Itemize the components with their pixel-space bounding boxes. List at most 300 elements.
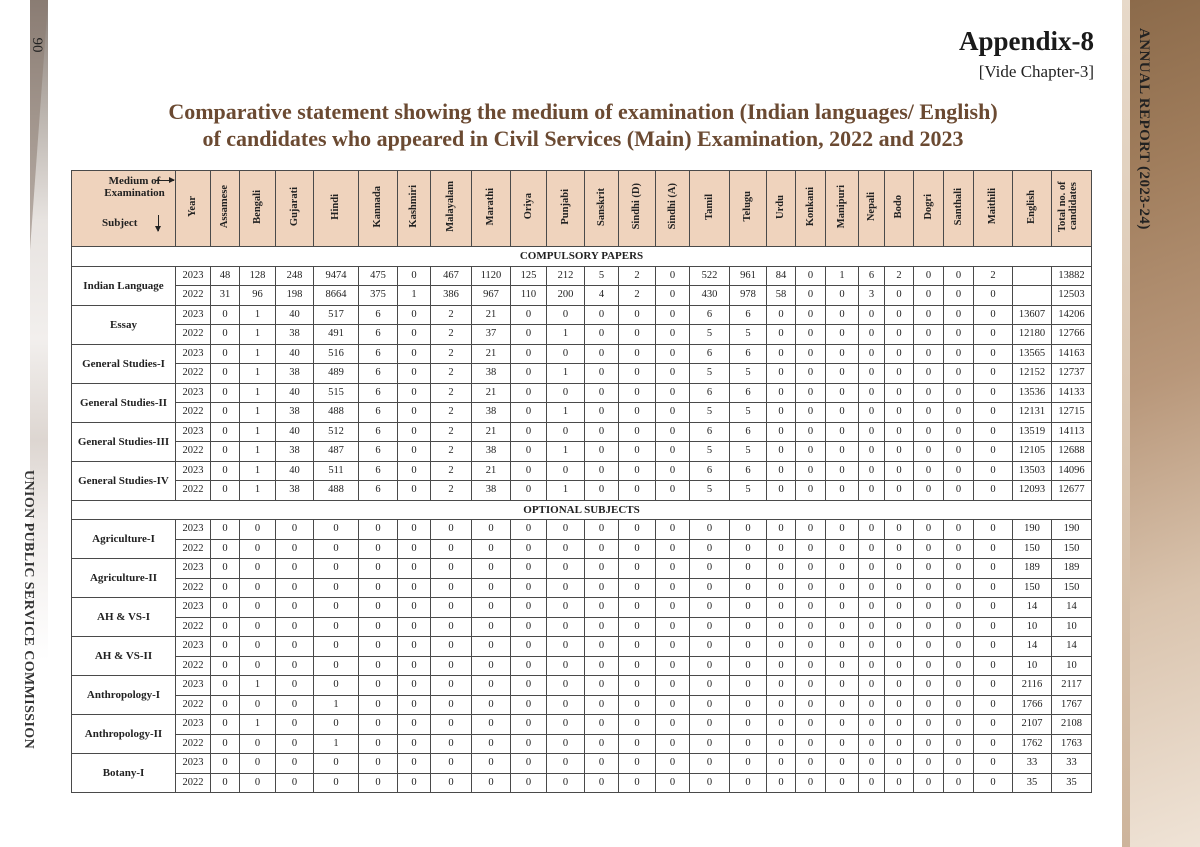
value-cell: 0: [398, 520, 431, 540]
value-cell: 0: [690, 695, 730, 715]
value-cell: 0: [885, 325, 914, 345]
value-cell: 5: [585, 266, 619, 286]
value-cell: 10: [1052, 656, 1092, 676]
value-cell: 0: [859, 734, 885, 754]
value-cell: 6: [690, 305, 730, 325]
value-cell: 0: [547, 656, 585, 676]
value-cell: 189: [1052, 559, 1092, 579]
value-cell: 0: [944, 578, 974, 598]
value-cell: 0: [796, 461, 826, 481]
value-cell: 0: [656, 695, 690, 715]
value-cell: 12131: [1013, 403, 1052, 423]
value-cell: 1: [240, 676, 276, 696]
value-cell: 0: [767, 676, 796, 696]
value-cell: 6: [359, 461, 398, 481]
value-cell: 0: [796, 559, 826, 579]
value-cell: 0: [885, 598, 914, 618]
value-cell: 0: [585, 344, 619, 364]
value-cell: 0: [885, 559, 914, 579]
value-cell: 1: [240, 344, 276, 364]
value-cell: 21: [472, 344, 511, 364]
value-cell: 0: [914, 344, 944, 364]
value-cell: 515: [314, 383, 359, 403]
value-cell: 0: [767, 344, 796, 364]
value-cell: 40: [276, 344, 314, 364]
value-cell: 0: [885, 364, 914, 384]
value-cell: 0: [547, 773, 585, 793]
value-cell: 150: [1052, 578, 1092, 598]
value-cell: 0: [859, 520, 885, 540]
value-cell: 14: [1052, 598, 1092, 618]
value-cell: 0: [211, 773, 240, 793]
value-cell: 0: [944, 734, 974, 754]
value-cell: 522: [690, 266, 730, 286]
value-cell: 0: [914, 520, 944, 540]
value-cell: 2: [431, 383, 472, 403]
value-cell: 0: [974, 442, 1013, 462]
value-cell: 0: [730, 773, 767, 793]
value-cell: 0: [619, 637, 656, 657]
value-cell: 13503: [1013, 461, 1052, 481]
header-malayalam: Malayalam: [431, 171, 472, 247]
value-cell: 0: [656, 305, 690, 325]
value-cell: 0: [511, 305, 547, 325]
value-cell: 488: [314, 481, 359, 501]
value-cell: 0: [690, 715, 730, 735]
value-cell: 0: [885, 461, 914, 481]
value-cell: 84: [767, 266, 796, 286]
header-sindhi-d: Sindhi (D): [619, 171, 656, 247]
value-cell: 2: [431, 325, 472, 345]
value-cell: 0: [796, 364, 826, 384]
value-cell: 0: [796, 676, 826, 696]
value-cell: 0: [914, 481, 944, 501]
value-cell: 0: [944, 520, 974, 540]
value-cell: 0: [885, 754, 914, 774]
value-cell: 13536: [1013, 383, 1052, 403]
value-cell: 0: [619, 676, 656, 696]
value-cell: 0: [826, 656, 859, 676]
value-cell: 0: [511, 442, 547, 462]
value-cell: 0: [547, 305, 585, 325]
value-cell: 0: [944, 325, 974, 345]
value-cell: 0: [359, 559, 398, 579]
value-cell: 0: [796, 617, 826, 637]
value-cell: 0: [914, 286, 944, 306]
value-cell: 0: [211, 442, 240, 462]
value-cell: 0: [656, 442, 690, 462]
value-cell: 0: [619, 422, 656, 442]
value-cell: 6: [359, 325, 398, 345]
value-cell: 0: [511, 383, 547, 403]
value-cell: 5: [730, 325, 767, 345]
value-cell: 0: [431, 559, 472, 579]
value-cell: 0: [511, 364, 547, 384]
value-cell: 12715: [1052, 403, 1092, 423]
report-name: ANNUAL REPORT (2023-24): [1136, 28, 1152, 230]
value-cell: 0: [974, 403, 1013, 423]
value-cell: 0: [547, 715, 585, 735]
value-cell: 0: [398, 461, 431, 481]
value-cell: 475: [359, 266, 398, 286]
value-cell: 38: [276, 442, 314, 462]
value-cell: 0: [276, 695, 314, 715]
value-cell: 14: [1013, 598, 1052, 618]
value-cell: 0: [240, 695, 276, 715]
value-cell: 38: [472, 364, 511, 384]
value-cell: 0: [796, 442, 826, 462]
value-cell: 1: [240, 442, 276, 462]
value-cell: 0: [974, 305, 1013, 325]
value-cell: 248: [276, 266, 314, 286]
value-cell: 0: [656, 559, 690, 579]
value-cell: 0: [767, 539, 796, 559]
value-cell: 21: [472, 305, 511, 325]
value-cell: 0: [944, 305, 974, 325]
value-cell: 0: [359, 715, 398, 735]
subject-name: General Studies-IV: [72, 461, 176, 500]
value-cell: 0: [914, 637, 944, 657]
value-cell: 0: [796, 266, 826, 286]
header-maithili: Maithili: [974, 171, 1013, 247]
value-cell: 0: [914, 442, 944, 462]
value-cell: 2108: [1052, 715, 1092, 735]
value-cell: 0: [826, 695, 859, 715]
value-cell: 0: [767, 598, 796, 618]
value-cell: 21: [472, 422, 511, 442]
value-cell: 0: [974, 539, 1013, 559]
value-cell: 0: [398, 637, 431, 657]
value-cell: 0: [944, 754, 974, 774]
value-cell: 0: [314, 539, 359, 559]
value-cell: 0: [472, 617, 511, 637]
value-cell: 0: [885, 637, 914, 657]
value-cell: 0: [547, 598, 585, 618]
value-cell: 0: [276, 656, 314, 676]
value-cell: 0: [974, 598, 1013, 618]
subject-name: AH & VS-I: [72, 598, 176, 637]
value-cell: 0: [826, 305, 859, 325]
value-cell: 0: [619, 442, 656, 462]
value-cell: 0: [359, 520, 398, 540]
value-cell: 0: [767, 364, 796, 384]
value-cell: 0: [796, 715, 826, 735]
value-cell: 0: [767, 403, 796, 423]
value-cell: 0: [398, 266, 431, 286]
value-cell: 6: [359, 305, 398, 325]
value-cell: 0: [859, 442, 885, 462]
value-cell: 0: [859, 715, 885, 735]
value-cell: 0: [767, 695, 796, 715]
value-cell: 58: [767, 286, 796, 306]
value-cell: 0: [472, 578, 511, 598]
value-cell: 0: [690, 559, 730, 579]
year-cell: 2022: [176, 364, 211, 384]
value-cell: 0: [859, 656, 885, 676]
value-cell: 0: [885, 695, 914, 715]
value-cell: 0: [730, 598, 767, 618]
value-cell: 0: [826, 325, 859, 345]
value-cell: 0: [398, 305, 431, 325]
value-cell: 0: [944, 637, 974, 657]
value-cell: 0: [211, 520, 240, 540]
value-cell: 0: [656, 422, 690, 442]
value-cell: 0: [974, 481, 1013, 501]
value-cell: 2: [885, 266, 914, 286]
value-cell: 6: [690, 383, 730, 403]
value-cell: 2: [431, 305, 472, 325]
value-cell: 0: [656, 598, 690, 618]
value-cell: 0: [944, 617, 974, 637]
value-cell: 0: [314, 656, 359, 676]
header-sanskrit: Sanskrit: [585, 171, 619, 247]
value-cell: 2: [431, 422, 472, 442]
value-cell: 0: [547, 754, 585, 774]
year-cell: 2022: [176, 617, 211, 637]
value-cell: 0: [619, 403, 656, 423]
value-cell: 0: [885, 286, 914, 306]
value-cell: 13607: [1013, 305, 1052, 325]
value-cell: 0: [619, 559, 656, 579]
value-cell: 0: [211, 344, 240, 364]
year-cell: 2022: [176, 325, 211, 345]
header-punjabi: Punjabi: [547, 171, 585, 247]
value-cell: 40: [276, 422, 314, 442]
value-cell: 38: [472, 481, 511, 501]
value-cell: 0: [796, 383, 826, 403]
value-cell: 125: [511, 266, 547, 286]
value-cell: 0: [690, 578, 730, 598]
value-cell: 0: [914, 715, 944, 735]
value-cell: 0: [656, 403, 690, 423]
value-cell: [1013, 266, 1052, 286]
value-cell: 0: [885, 305, 914, 325]
value-cell: 0: [656, 461, 690, 481]
value-cell: 0: [547, 559, 585, 579]
value-cell: 5: [690, 364, 730, 384]
value-cell: 12503: [1052, 286, 1092, 306]
value-cell: 0: [547, 422, 585, 442]
value-cell: 0: [914, 539, 944, 559]
value-cell: 0: [974, 676, 1013, 696]
value-cell: 0: [690, 676, 730, 696]
title-line-1: Comparative statement showing the medium of examination (Indian languages/ English): [168, 99, 998, 124]
value-cell: 6: [359, 383, 398, 403]
value-cell: 0: [398, 617, 431, 637]
value-cell: 0: [276, 617, 314, 637]
right-margin-strip: [1122, 0, 1200, 847]
value-cell: 0: [859, 422, 885, 442]
value-cell: 0: [859, 364, 885, 384]
value-cell: 0: [619, 715, 656, 735]
value-cell: 96: [240, 286, 276, 306]
value-cell: 33: [1013, 754, 1052, 774]
value-cell: 0: [619, 520, 656, 540]
value-cell: 0: [944, 539, 974, 559]
value-cell: 0: [690, 734, 730, 754]
value-cell: 0: [472, 559, 511, 579]
value-cell: 1: [240, 364, 276, 384]
section-title: COMPULSORY PAPERS: [72, 247, 1092, 267]
value-cell: 0: [859, 637, 885, 657]
value-cell: 0: [885, 403, 914, 423]
value-cell: 0: [826, 442, 859, 462]
value-cell: 0: [398, 539, 431, 559]
value-cell: 0: [974, 617, 1013, 637]
value-cell: 14096: [1052, 461, 1092, 481]
value-cell: 0: [511, 715, 547, 735]
value-cell: 0: [276, 520, 314, 540]
vide-reference: [Vide Chapter-3]: [978, 62, 1094, 81]
value-cell: 512: [314, 422, 359, 442]
value-cell: 1: [314, 695, 359, 715]
value-cell: 1: [240, 461, 276, 481]
value-cell: 0: [359, 754, 398, 774]
subject-name: AH & VS-II: [72, 637, 176, 676]
value-cell: 0: [690, 656, 730, 676]
value-cell: 0: [944, 344, 974, 364]
value-cell: 0: [472, 676, 511, 696]
value-cell: 6: [359, 364, 398, 384]
value-cell: 0: [472, 734, 511, 754]
table-row: [72, 520, 1092, 540]
value-cell: 0: [656, 773, 690, 793]
value-cell: 0: [767, 734, 796, 754]
value-cell: 6: [730, 422, 767, 442]
value-cell: 0: [859, 403, 885, 423]
year-cell: 2022: [176, 773, 211, 793]
value-cell: 0: [914, 676, 944, 696]
value-cell: 0: [619, 481, 656, 501]
value-cell: 0: [276, 734, 314, 754]
value-cell: 0: [974, 520, 1013, 540]
value-cell: 38: [276, 364, 314, 384]
table-header-row: [72, 171, 1092, 247]
value-cell: 128: [240, 266, 276, 286]
value-cell: 0: [585, 598, 619, 618]
year-cell: 2023: [176, 266, 211, 286]
value-cell: 386: [431, 286, 472, 306]
value-cell: 1762: [1013, 734, 1052, 754]
value-cell: 40: [276, 305, 314, 325]
value-cell: 0: [974, 461, 1013, 481]
value-cell: 0: [885, 676, 914, 696]
value-cell: 6: [359, 403, 398, 423]
value-cell: 0: [730, 754, 767, 774]
value-cell: 0: [914, 598, 944, 618]
value-cell: 0: [859, 461, 885, 481]
value-cell: 0: [240, 773, 276, 793]
value-cell: 13519: [1013, 422, 1052, 442]
value-cell: 0: [767, 461, 796, 481]
value-cell: 0: [914, 695, 944, 715]
value-cell: 1: [547, 325, 585, 345]
value-cell: 0: [974, 637, 1013, 657]
value-cell: 0: [547, 539, 585, 559]
value-cell: 0: [619, 656, 656, 676]
value-cell: 38: [472, 442, 511, 462]
value-cell: 0: [211, 637, 240, 657]
value-cell: 0: [826, 403, 859, 423]
value-cell: 0: [974, 559, 1013, 579]
value-cell: 1: [240, 403, 276, 423]
value-cell: 12688: [1052, 442, 1092, 462]
value-cell: 0: [826, 559, 859, 579]
value-cell: 2: [431, 442, 472, 462]
value-cell: 0: [585, 617, 619, 637]
value-cell: 0: [398, 598, 431, 618]
value-cell: 5: [690, 481, 730, 501]
value-cell: 0: [359, 578, 398, 598]
value-cell: 0: [859, 578, 885, 598]
value-cell: 0: [619, 539, 656, 559]
value-cell: 0: [656, 539, 690, 559]
value-cell: 10: [1013, 617, 1052, 637]
value-cell: 2: [431, 481, 472, 501]
value-cell: 0: [656, 578, 690, 598]
value-cell: 0: [472, 637, 511, 657]
value-cell: 2117: [1052, 676, 1092, 696]
value-cell: 0: [859, 325, 885, 345]
value-cell: 1: [314, 734, 359, 754]
value-cell: 1: [240, 715, 276, 735]
value-cell: 489: [314, 364, 359, 384]
value-cell: 0: [656, 617, 690, 637]
table-row: [72, 286, 1092, 306]
value-cell: 0: [547, 520, 585, 540]
value-cell: 0: [656, 286, 690, 306]
value-cell: 0: [730, 617, 767, 637]
value-cell: 0: [359, 598, 398, 618]
year-cell: 2023: [176, 422, 211, 442]
value-cell: 0: [914, 266, 944, 286]
value-cell: 0: [974, 344, 1013, 364]
value-cell: 0: [359, 617, 398, 637]
value-cell: 0: [767, 442, 796, 462]
value-cell: 0: [690, 617, 730, 637]
value-cell: 0: [796, 598, 826, 618]
table-row: [72, 442, 1092, 462]
header-marathi: Marathi: [472, 171, 511, 247]
value-cell: 12152: [1013, 364, 1052, 384]
value-cell: 5: [730, 364, 767, 384]
value-cell: 0: [859, 617, 885, 637]
value-cell: 0: [885, 344, 914, 364]
value-cell: 487: [314, 442, 359, 462]
value-cell: 0: [826, 598, 859, 618]
value-cell: 0: [240, 598, 276, 618]
value-cell: 0: [547, 617, 585, 637]
value-cell: 0: [914, 383, 944, 403]
value-cell: 0: [619, 773, 656, 793]
value-cell: 6: [359, 344, 398, 364]
value-cell: 0: [767, 773, 796, 793]
table-row: [72, 422, 1092, 442]
value-cell: 0: [431, 734, 472, 754]
value-cell: 31: [211, 286, 240, 306]
value-cell: 5: [690, 325, 730, 345]
value-cell: 38: [276, 403, 314, 423]
title-line-2: of candidates who appeared in Civil Services (Main) Examination, 2022 and 2023: [202, 126, 964, 151]
table-row: [72, 617, 1092, 637]
value-cell: 0: [511, 461, 547, 481]
value-cell: 0: [619, 598, 656, 618]
value-cell: 0: [619, 344, 656, 364]
value-cell: 0: [826, 344, 859, 364]
year-cell: 2023: [176, 461, 211, 481]
value-cell: 0: [767, 422, 796, 442]
year-cell: 2023: [176, 598, 211, 618]
